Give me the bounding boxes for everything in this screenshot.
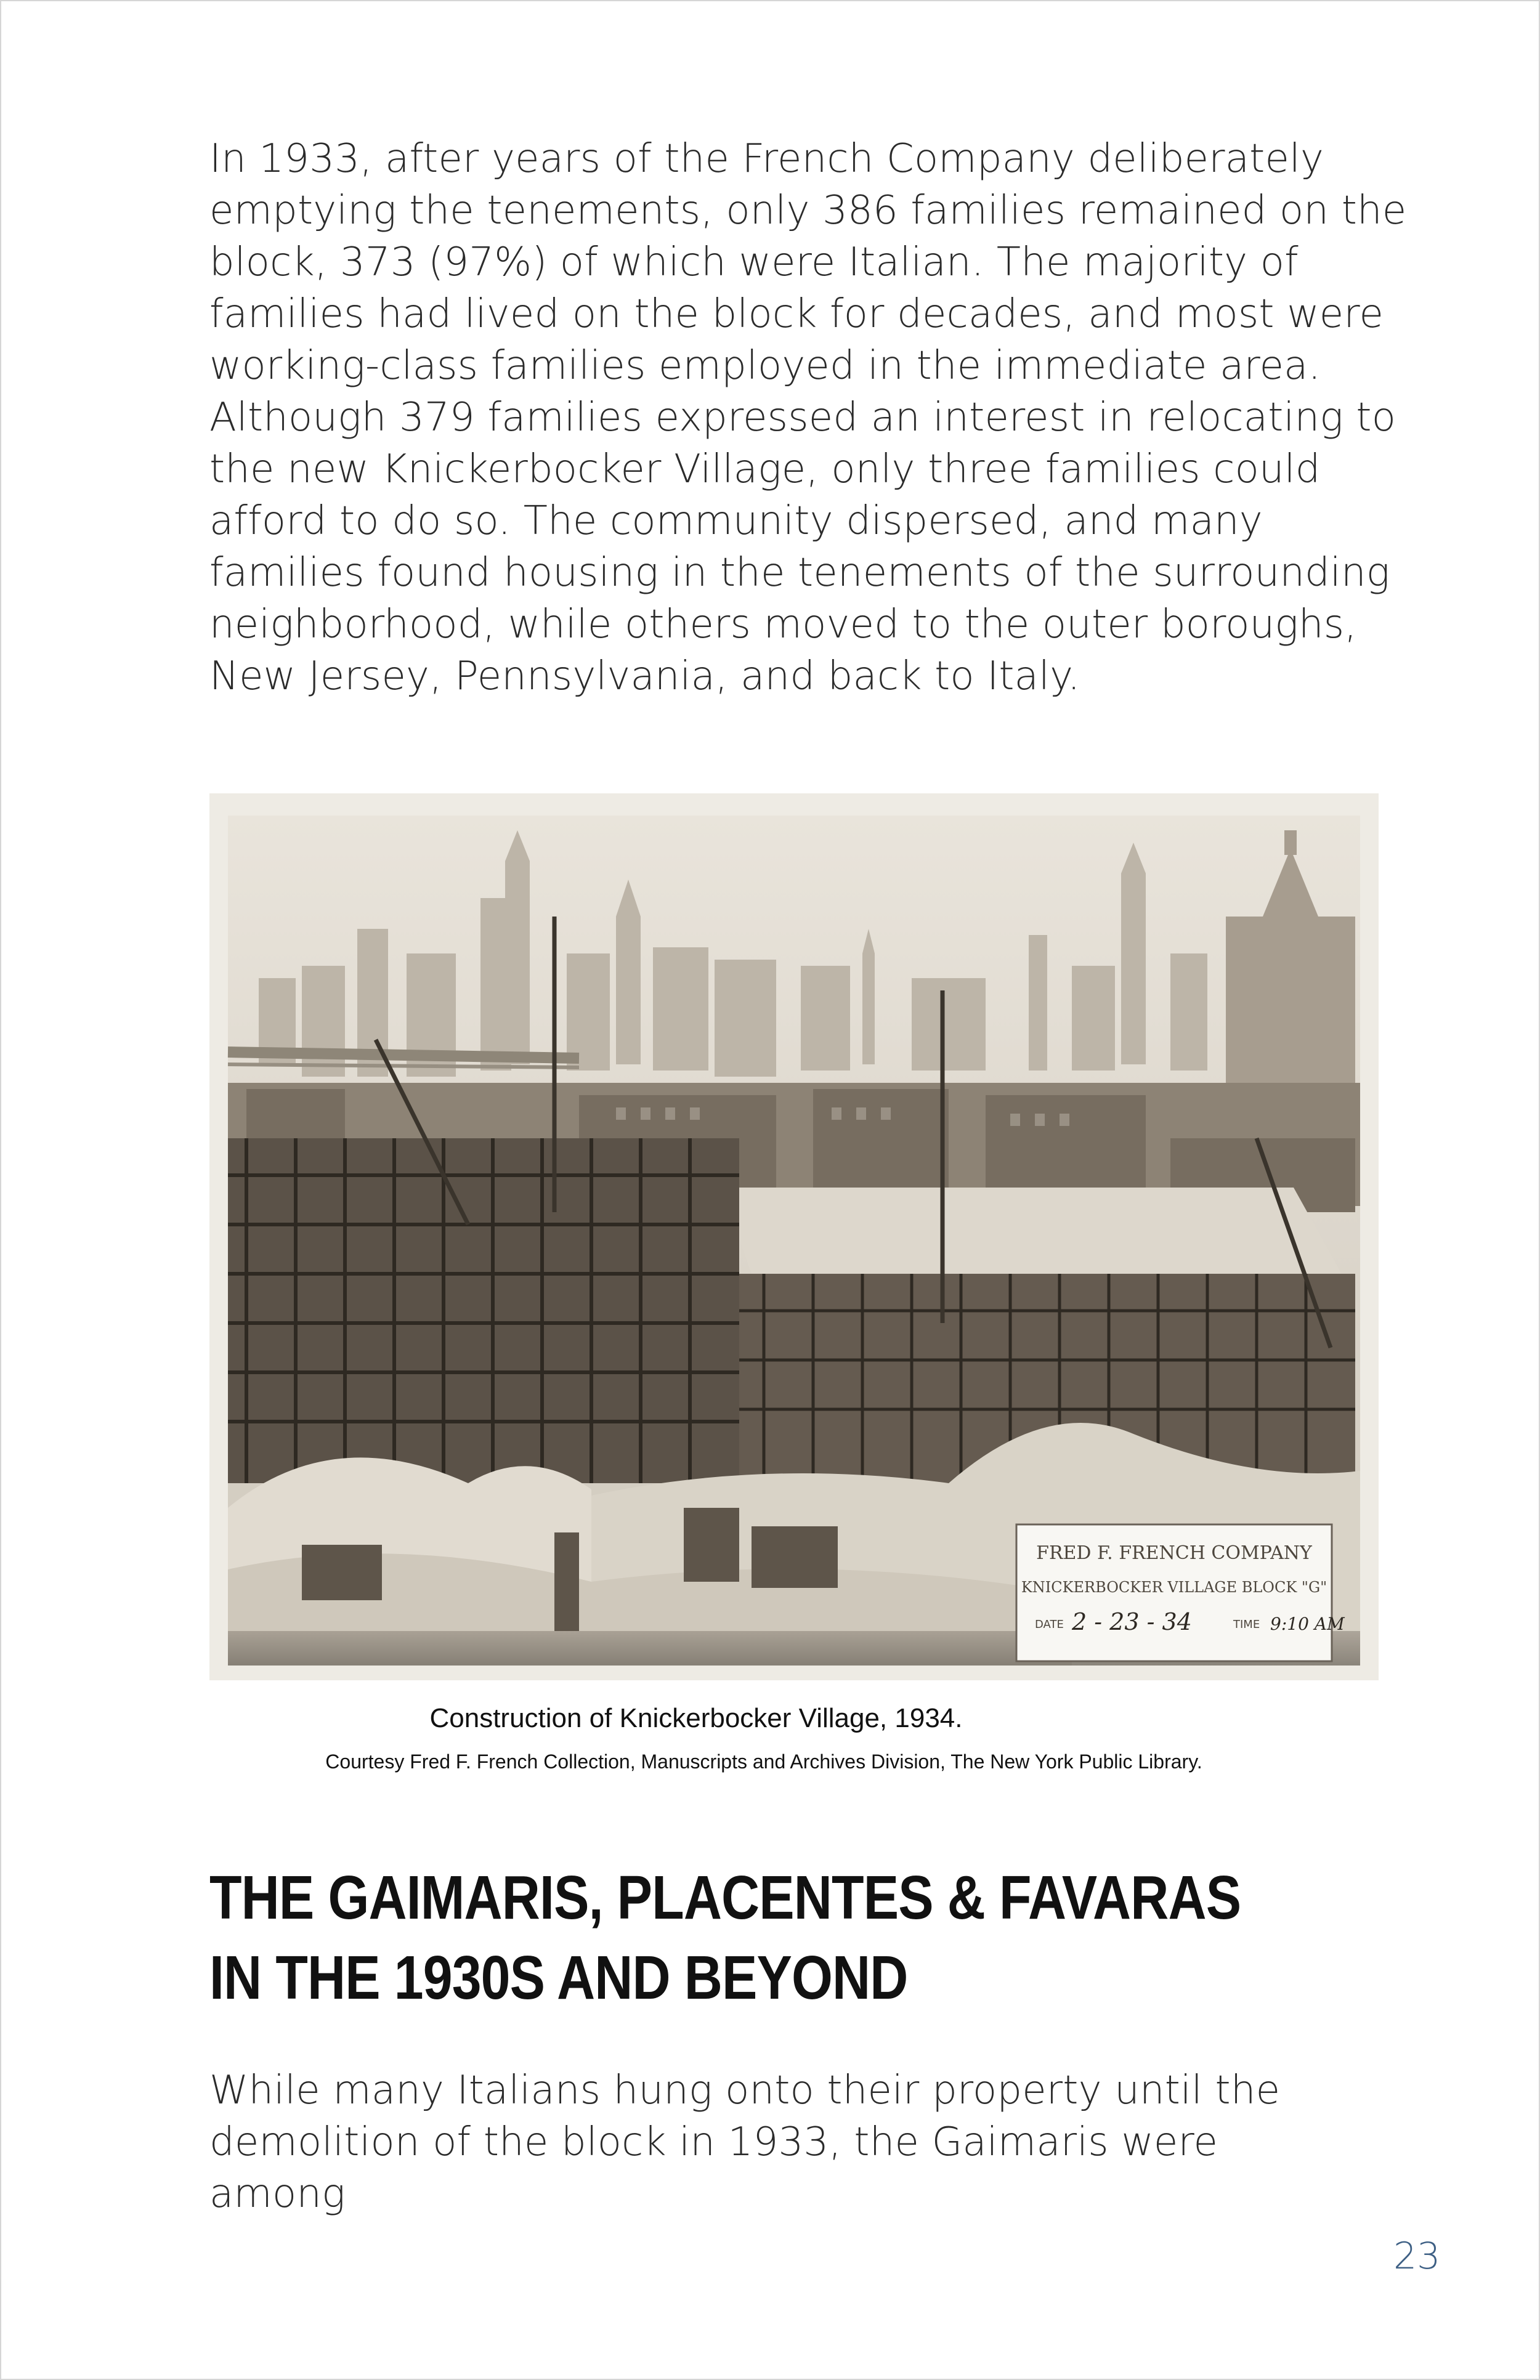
continuation-paragraph: While many Italians hung onto their property until the demolition of the block in 1933, the Gaimaris were among <box>209 2068 1281 2217</box>
photo-caption-credit: Courtesy Fred F. French Collection, Manuscripts and Archives Division, The New York Public Library. <box>325 1751 1202 1773</box>
photo-caption-title: Construction of Knickerbocker Village, 1934. <box>429 1703 963 1733</box>
photo-label-card <box>1016 1524 1345 1661</box>
photo-label-date-prefix: DATE <box>1035 1618 1064 1631</box>
construction-photo <box>209 793 1379 1680</box>
photo-label-block: KNICKERBOCKER VILLAGE BLOCK "G" <box>1021 1579 1327 1596</box>
photo-label-company: FRED F. FRENCH COMPANY <box>1036 1542 1312 1564</box>
section-heading: THE GAIMARIS, PLACENTES & FAVARAS IN THE 1930S AND BEYOND <box>209 1863 1241 2012</box>
photo-label-time: 9:10 AM <box>1270 1614 1345 1634</box>
page-number: 23 <box>1393 2235 1441 2278</box>
photo-label-time-prefix: TIME <box>1233 1618 1260 1631</box>
photo-label-date: 2 - 23 - 34 <box>1072 1608 1192 1635</box>
intro-paragraph: In 1933, after years of the French Company deliberately emptying the tenements, only 386 families remained on the block, 373 (97%) of which were Italian. The majority of families had lived on the block for decades, and most were working-class families employed in the immediate area. Although 379 families expressed an interest in relocating to the new Knickerbocker Village, only three families could afford to do so. The community dispersed, and many families found housing in the tenements of the surrounding neighborhood, while others moved to the outer boroughs, New Jersey, Pennsylvania, and back to Italy. <box>209 136 1407 699</box>
